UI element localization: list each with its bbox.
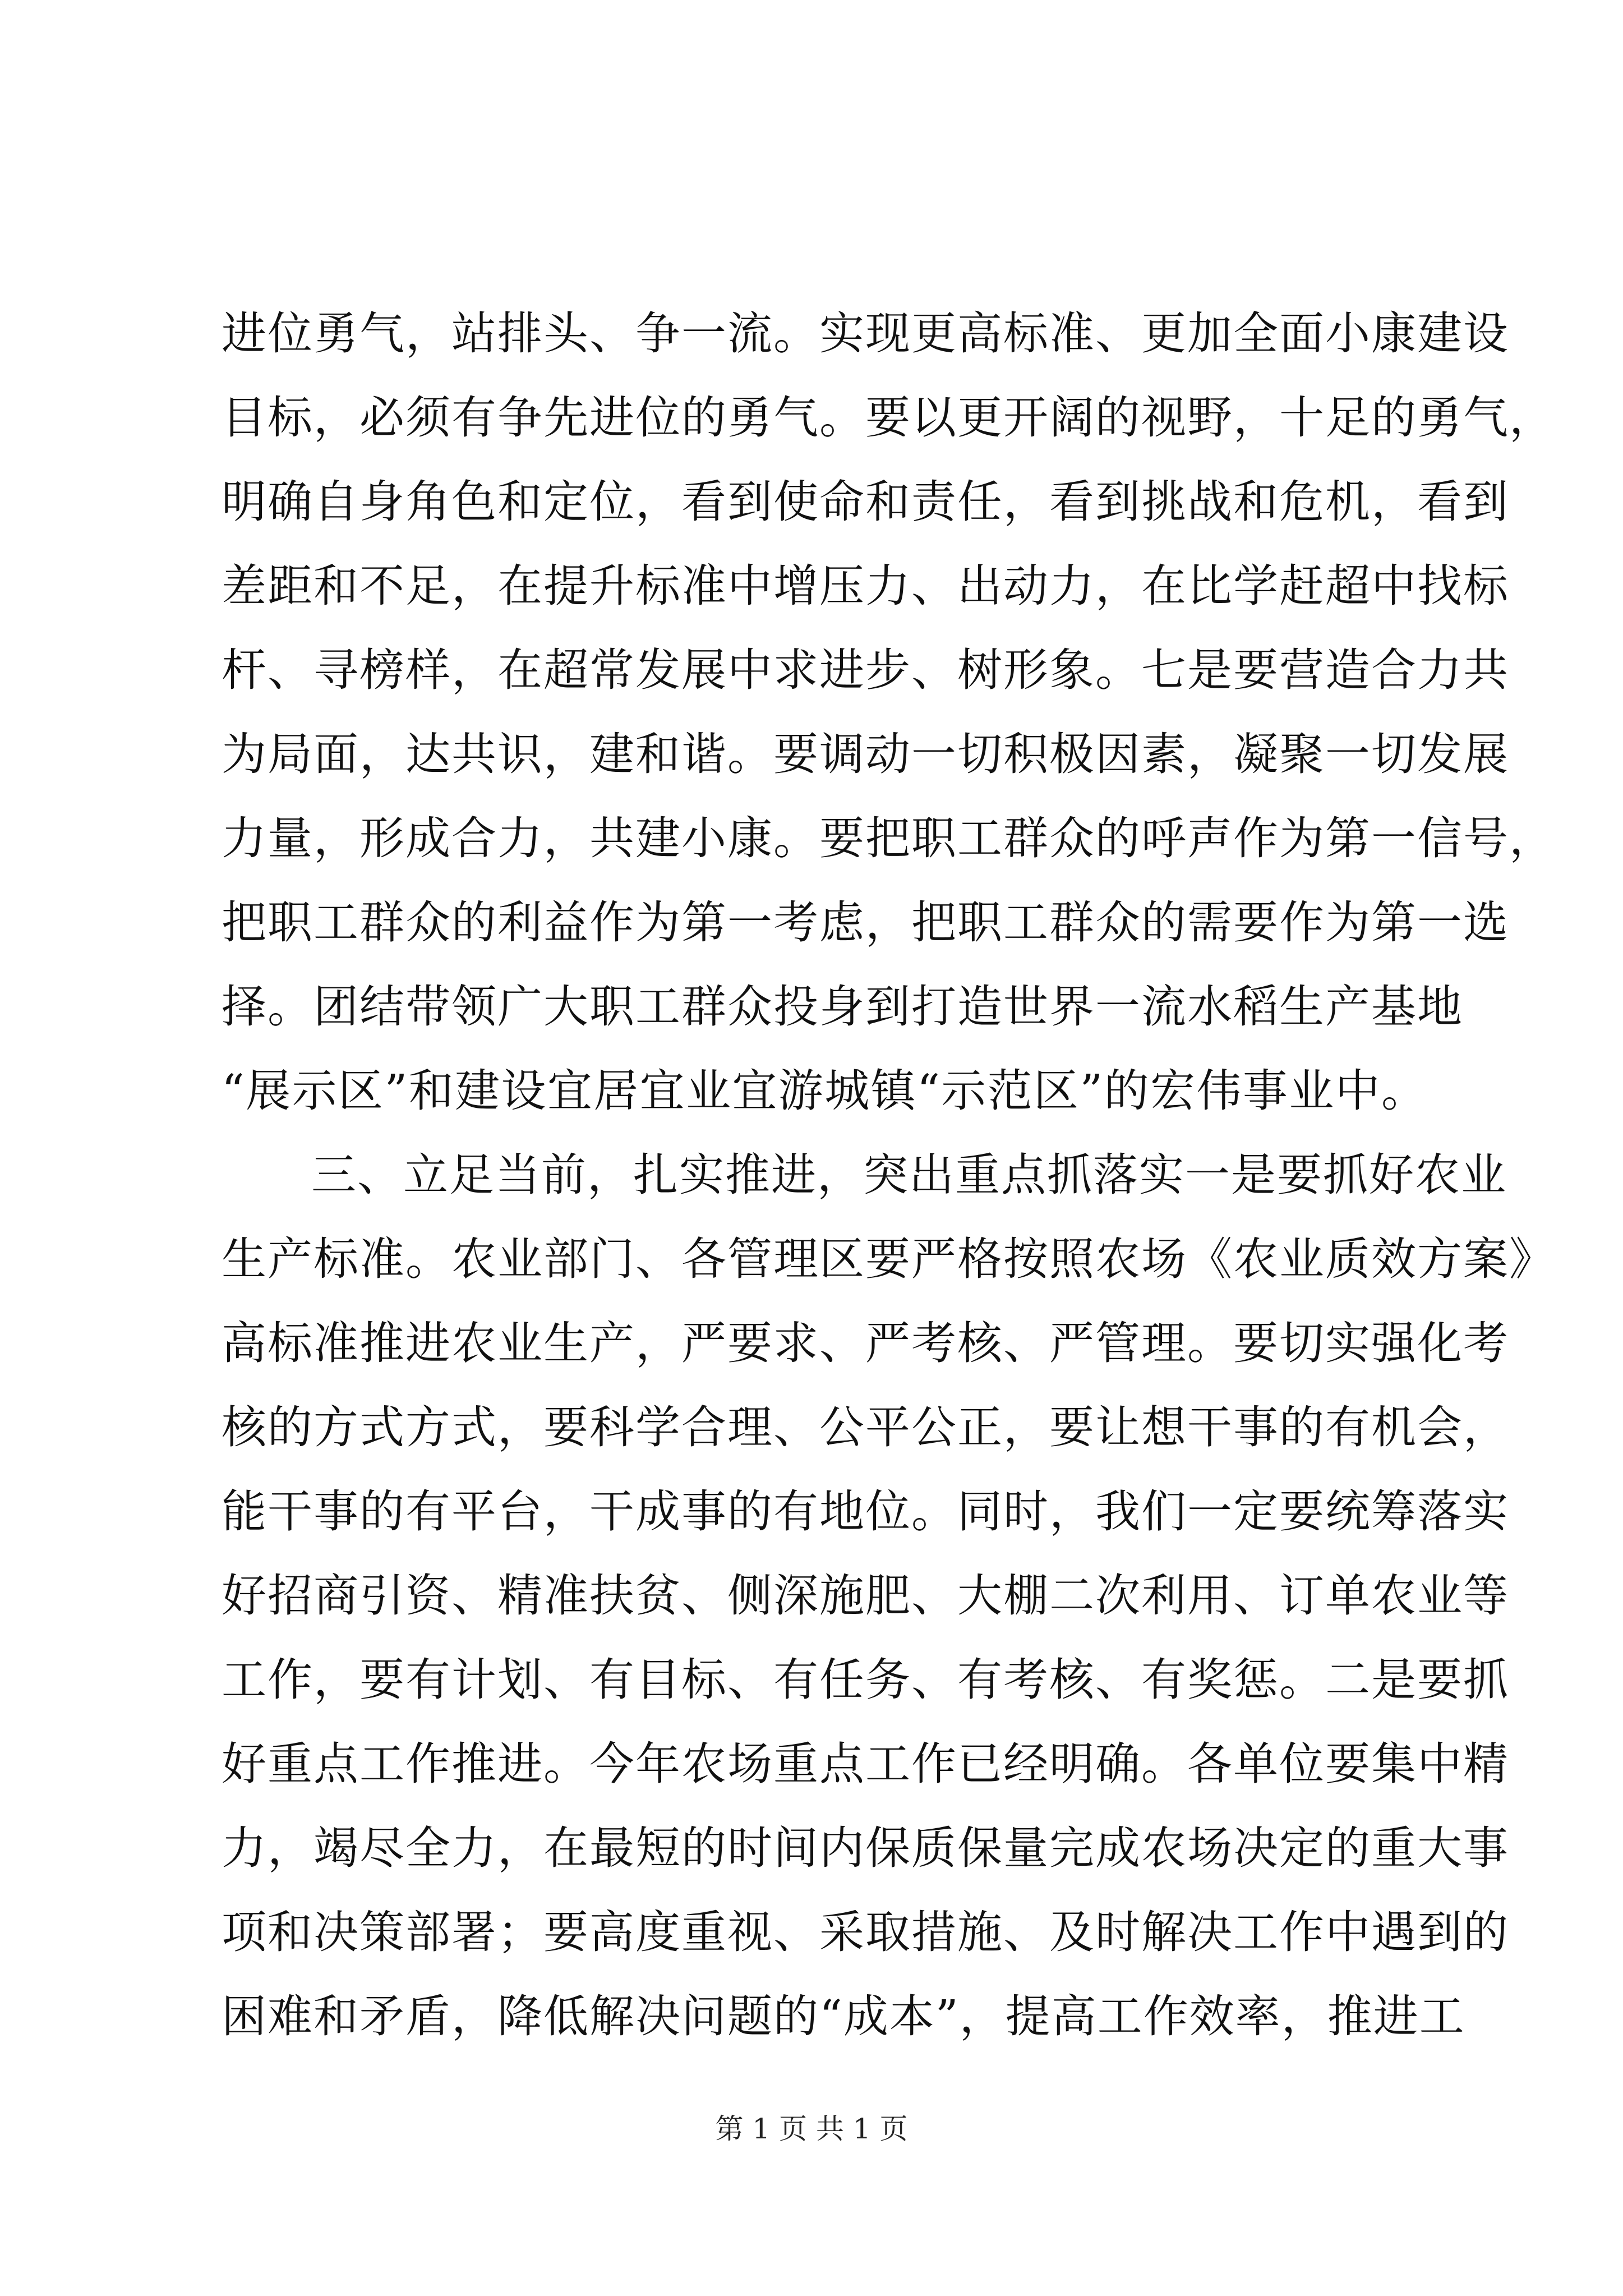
page-footer: [0, 2109, 1623, 2148]
text-line: 困难和矛盾，降低解决问题的“成本”，提高工作效率，推进工: [222, 1990, 1465, 2042]
text-line: 力，竭尽全力，在最短的时间内保质保量完成农场决定的重大事: [222, 1822, 1509, 1874]
text-line: 工作，要有计划、有目标、有任务、有考核、有奖惩。二是要抓: [222, 1654, 1509, 1706]
text-line: 高标准推进农业生产，严要求、严考核、严管理。要切实强化考: [222, 1317, 1509, 1369]
body-text: [222, 292, 1555, 2059]
text-line: 能干事的有平台，干成事的有地位。同时，我们一定要统筹落实: [222, 1485, 1509, 1538]
text-line: 明确自身角色和定位，看到使命和责任，看到挑战和危机，看到: [222, 476, 1509, 528]
text-line: 杆、寻榜样，在超常发展中求进步、树形象。七是要营造合力共: [222, 644, 1509, 696]
text-line: 力量，形成合力，共建小康。要把职工群众的呼声作为第一信号，: [222, 812, 1555, 864]
text-line: 项和决策部署；要高度重视、采取措施、及时解决工作中遇到的: [222, 1906, 1509, 1958]
text-line: “展示区”和建设宜居宜业宜游城镇“示范区”的宏伟事业中。: [222, 1065, 1427, 1117]
text-line: 目标，必须有争先进位的勇气。要以更开阔的视野，十足的勇气，: [222, 392, 1555, 444]
text-line: 差距和不足，在提升标准中增压力、出动力，在比学赶超中找标: [222, 560, 1509, 612]
text-line: 核的方式方式，要科学合理、公平公正，要让想干事的有机会，: [222, 1401, 1509, 1453]
text-line: 把职工群众的利益作为第一考虑，把职工群众的需要作为第一选: [222, 896, 1509, 949]
section-heading-line: 三、立足当前，扎实推进，突出重点抓落实一是要抓好农业: [311, 1149, 1507, 1201]
text-line: 好招商引资、精准扶贫、侧深施肥、大棚二次利用、订单农业等: [222, 1570, 1509, 1622]
text-line: 择。团结带领广大职工群众投身到打造世界一流水稻生产基地: [222, 981, 1463, 1033]
text-line: 生产标准。农业部门、各管理区要严格按照农场《农业质效方案》: [222, 1233, 1555, 1285]
text-line: 进位勇气，站排头、争一流。实现更高标准、更加全面小康建设: [222, 307, 1509, 360]
text-line: 为局面，达共识，建和谐。要调动一切积极因素，凝聚一切发展: [222, 728, 1509, 780]
page-number: 第 1 页 共 1 页: [715, 2113, 908, 2145]
text-line: 好重点工作推进。今年农场重点工作已经明确。各单位要集中精: [222, 1738, 1509, 1790]
